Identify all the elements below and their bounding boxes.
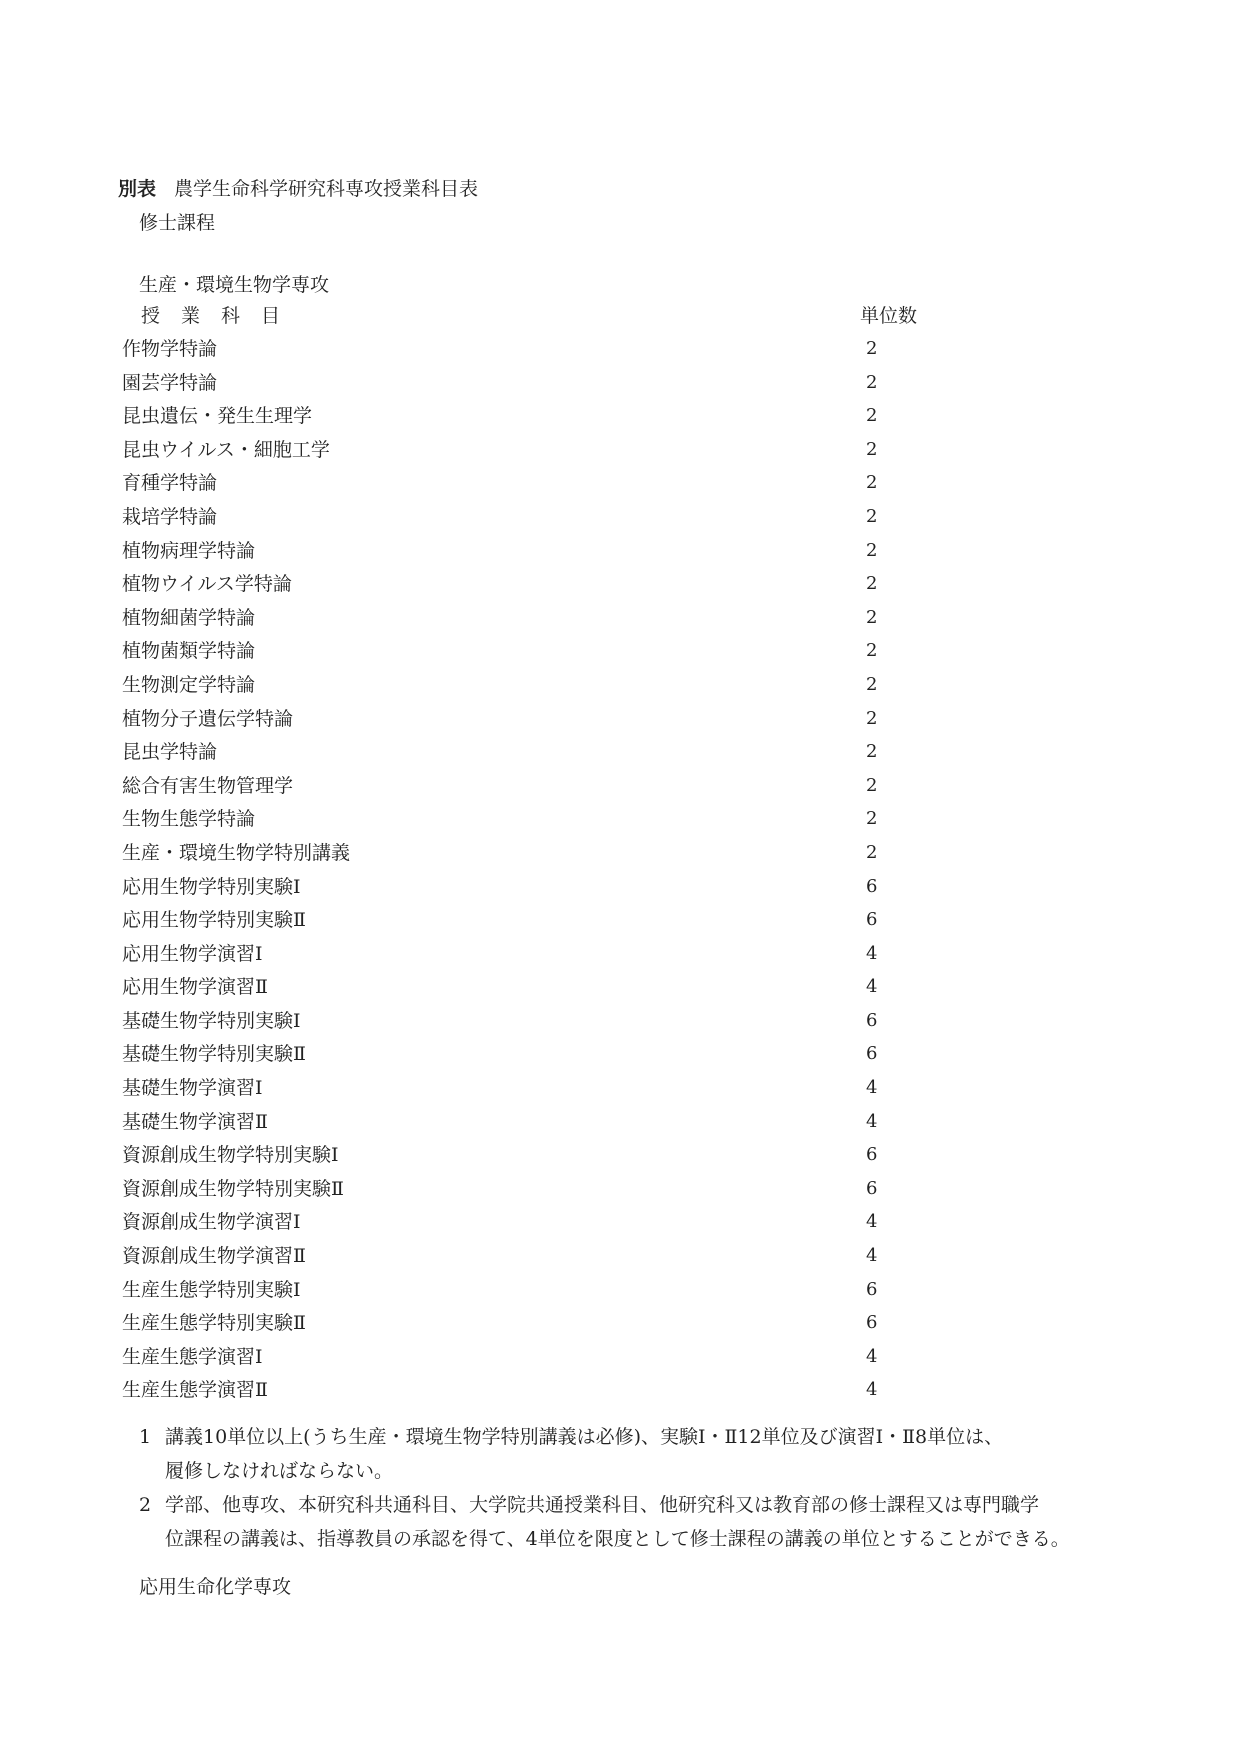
course-units: 2 xyxy=(866,640,878,662)
table-row xyxy=(0,836,1241,870)
course-units: 2 xyxy=(866,539,878,561)
table-row xyxy=(0,634,1241,668)
course-name: 植物細菌学特論 xyxy=(122,606,256,629)
course-units: 2 xyxy=(866,472,878,494)
note-number: 1 xyxy=(139,1426,152,1448)
course-units: 4 xyxy=(866,942,878,964)
table-row xyxy=(0,567,1241,601)
course-name: 基礎生物学演習Ⅰ xyxy=(122,1077,263,1100)
course-name: 植物分子遺伝学特論 xyxy=(122,707,294,730)
table-row xyxy=(0,1037,1241,1071)
table-row xyxy=(0,769,1241,803)
course-name: 基礎生物学特別実験Ⅱ xyxy=(122,1043,306,1066)
course-units: 2 xyxy=(866,371,878,393)
course-name: 生産・環境生物学特別講義 xyxy=(122,841,351,864)
table-row xyxy=(0,1273,1241,1307)
course-name: 昆虫学特論 xyxy=(122,741,218,764)
table-row xyxy=(0,466,1241,500)
table-row xyxy=(0,534,1241,568)
note-1 xyxy=(139,1420,1129,1488)
course-name: 園芸学特論 xyxy=(122,371,218,394)
course-units: 4 xyxy=(866,1211,878,1233)
note-text-line: 履修しなければならない。 xyxy=(165,1460,394,1482)
course-name: 応用生物学演習Ⅱ xyxy=(122,976,268,999)
course-name: 栽培学特論 xyxy=(122,505,218,528)
table-row xyxy=(0,937,1241,971)
course-units: 4 xyxy=(866,1345,878,1367)
course-units: 2 xyxy=(866,606,878,628)
table-row xyxy=(0,399,1241,433)
course-table xyxy=(0,332,1241,1407)
column-header-units: 単位数 xyxy=(860,305,918,327)
course-units: 4 xyxy=(866,1077,878,1099)
course-units: 2 xyxy=(866,673,878,695)
course-name: 基礎生物学演習Ⅱ xyxy=(122,1110,268,1133)
course-units: 4 xyxy=(866,1379,878,1401)
course-units: 2 xyxy=(866,841,878,863)
course-units: 2 xyxy=(866,438,878,460)
course-name: 資源創成生物学特別実験Ⅰ xyxy=(122,1144,339,1167)
note-number: 2 xyxy=(139,1494,152,1516)
heading-label: 別表 xyxy=(118,178,157,200)
course-name: 昆虫ウイルス・細胞工学 xyxy=(122,438,330,461)
document-heading xyxy=(118,176,478,202)
table-row xyxy=(0,332,1241,366)
course-name: 育種学特論 xyxy=(122,472,218,495)
table-row xyxy=(0,1373,1241,1407)
course-units: 4 xyxy=(866,1245,878,1267)
note-text-line: 位課程の講義は、指導教員の承認を得て、4単位を限度として修士課程の講義の単位とすることができる。 xyxy=(165,1528,1070,1550)
course-name: 生産生態学演習Ⅱ xyxy=(122,1379,268,1402)
table-row xyxy=(0,1004,1241,1038)
course-name: 応用生物学特別実験Ⅰ xyxy=(122,875,301,898)
course-name: 植物ウイルス学特論 xyxy=(122,573,292,596)
table-row xyxy=(0,366,1241,400)
table-row xyxy=(0,1340,1241,1374)
heading-title: 農学生命科学研究科専攻授業科目表 xyxy=(174,178,479,200)
table-row xyxy=(0,601,1241,635)
course-name: 資源創成生物学演習Ⅰ xyxy=(122,1211,301,1234)
table-row xyxy=(0,1205,1241,1239)
table-row xyxy=(0,1105,1241,1139)
table-row xyxy=(0,668,1241,702)
course-units: 2 xyxy=(866,573,878,595)
course-units: 6 xyxy=(866,1312,878,1334)
course-name: 昆虫遺伝・発生生理学 xyxy=(122,405,313,428)
course-units: 2 xyxy=(866,808,878,830)
course-units: 6 xyxy=(866,1009,878,1031)
table-row xyxy=(0,1239,1241,1273)
table-row xyxy=(0,702,1241,736)
program-name: 修士課程 xyxy=(139,212,216,234)
course-units: 2 xyxy=(866,405,878,427)
column-header-subject: 授業科目 xyxy=(141,305,302,327)
course-units: 6 xyxy=(866,909,878,931)
table-row xyxy=(0,1071,1241,1105)
course-units: 2 xyxy=(866,338,878,359)
note-2 xyxy=(139,1488,1129,1556)
note-text-line: 講義10単位以上(うち生産・環境生物学特別講義は必修)、実験Ⅰ・Ⅱ12単位及び演習Ⅰ・Ⅱ8単位は、 xyxy=(165,1426,1004,1448)
course-units: 4 xyxy=(866,1110,878,1132)
course-name: 生産生態学演習Ⅰ xyxy=(122,1345,263,1368)
course-units: 2 xyxy=(866,741,878,763)
course-units: 6 xyxy=(866,875,878,897)
course-units: 2 xyxy=(866,707,878,729)
course-units: 6 xyxy=(866,1278,878,1300)
course-units: 6 xyxy=(866,1043,878,1065)
table-row xyxy=(0,870,1241,904)
course-units: 2 xyxy=(866,505,878,527)
course-name: 作物学特論 xyxy=(122,338,218,360)
course-name: 基礎生物学特別実験Ⅰ xyxy=(122,1009,301,1032)
table-row xyxy=(0,1306,1241,1340)
course-name: 植物菌類学特論 xyxy=(122,640,256,663)
table-row xyxy=(0,903,1241,937)
table-row xyxy=(0,735,1241,769)
course-name: 応用生物学演習Ⅰ xyxy=(122,942,263,965)
course-name: 生物測定学特論 xyxy=(122,673,256,696)
course-name: 生産生態学特別実験Ⅱ xyxy=(122,1312,306,1335)
course-name: 生産生態学特別実験Ⅰ xyxy=(122,1278,301,1301)
course-units: 6 xyxy=(866,1177,878,1199)
course-name: 資源創成生物学特別実験Ⅱ xyxy=(122,1177,344,1200)
note-text-line: 学部、他専攻、本研究科共通科目、大学院共通授業科目、他研究科又は教育部の修士課程又は専門職学 xyxy=(165,1494,1040,1516)
course-units: 2 xyxy=(866,774,878,796)
course-name: 応用生物学特別実験Ⅱ xyxy=(122,909,306,932)
course-units: 4 xyxy=(866,976,878,998)
course-name: 生物生態学特論 xyxy=(122,808,256,831)
course-units: 6 xyxy=(866,1144,878,1166)
table-row xyxy=(0,1138,1241,1172)
table-row xyxy=(0,433,1241,467)
table-row xyxy=(0,802,1241,836)
table-row xyxy=(0,500,1241,534)
next-major-name: 応用生命化学専攻 xyxy=(139,1576,292,1598)
course-name: 総合有害生物管理学 xyxy=(122,774,294,797)
table-row xyxy=(0,1172,1241,1206)
course-name: 資源創成生物学演習Ⅱ xyxy=(122,1245,306,1268)
course-name: 植物病理学特論 xyxy=(122,539,256,562)
table-row xyxy=(0,970,1241,1004)
major-name: 生産・環境生物学専攻 xyxy=(139,274,330,296)
